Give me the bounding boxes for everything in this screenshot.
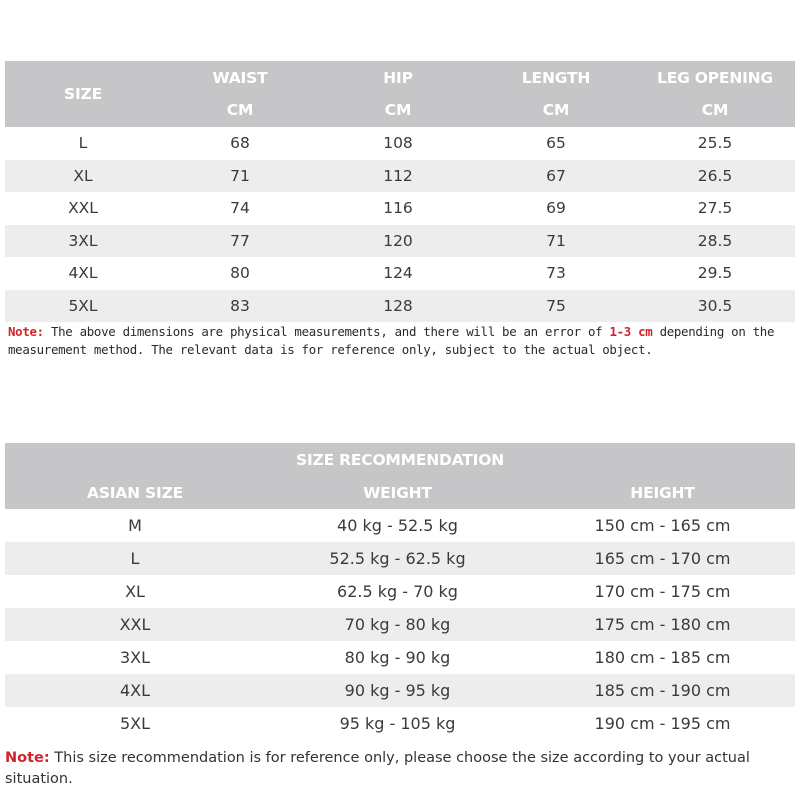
size-chart-row [5, 290, 795, 323]
cell-leg-opening: 26.5 [697, 166, 733, 185]
cell-height: 190 cm - 195 cm [594, 714, 731, 733]
note-error-range: 1-3 cm [609, 324, 653, 339]
cell-waist: 71 [230, 166, 250, 185]
header-leg-opening-unit: CM [701, 101, 729, 119]
cell-size: XL [73, 166, 93, 185]
cell-waist: 77 [230, 231, 250, 250]
cell-weight: 80 kg - 90 kg [344, 648, 451, 667]
header-length: LENGTH [521, 69, 591, 87]
note2-label: Note: [5, 750, 50, 766]
recommendation-row [5, 542, 795, 575]
size-chart-row [5, 127, 795, 160]
cell-size: 5XL [68, 296, 98, 315]
cell-weight: 70 kg - 80 kg [344, 615, 451, 634]
cell-height: 165 cm - 170 cm [594, 549, 731, 568]
cell-size: 4XL [68, 264, 98, 283]
cell-leg-opening: 27.5 [697, 199, 733, 218]
size-chart-row [5, 257, 795, 290]
cell-height: 185 cm - 190 cm [594, 681, 731, 700]
note-text-after: depending on the measurement method. The relevant data is for reference only, subject to the actual object. [8, 324, 775, 357]
cell-length: 71 [546, 231, 566, 250]
cell-hip: 124 [383, 264, 413, 283]
cell-waist: 68 [230, 134, 250, 153]
cell-leg-opening: 28.5 [697, 231, 733, 250]
cell-asian-size: L [130, 549, 140, 568]
cell-height: 175 cm - 180 cm [594, 615, 731, 634]
size-chart-header [5, 61, 795, 127]
cell-hip: 112 [383, 166, 413, 185]
recommendation-body [5, 509, 795, 740]
cell-asian-size: 3XL [119, 648, 151, 667]
cell-weight: 52.5 kg - 62.5 kg [329, 549, 466, 568]
size-chart-table [5, 61, 795, 322]
recommendation-note [5, 748, 785, 790]
cell-length: 65 [546, 134, 566, 153]
size-recommendation-table [5, 443, 795, 740]
cell-leg-opening: 30.5 [697, 296, 733, 315]
cell-length: 75 [546, 296, 566, 315]
size-chart-body [5, 127, 795, 322]
cell-asian-size: 4XL [119, 681, 151, 700]
recommendation-row [5, 707, 795, 740]
cell-weight: 90 kg - 95 kg [344, 681, 451, 700]
cell-height: 170 cm - 175 cm [594, 582, 731, 601]
header-leg-opening: LEG OPENING [657, 69, 773, 87]
cell-height: 150 cm - 165 cm [594, 516, 731, 535]
cell-leg-opening: 29.5 [697, 264, 733, 283]
recommendation-title: SIZE RECOMMENDATION [296, 451, 504, 469]
cell-weight: 95 kg - 105 kg [339, 714, 456, 733]
cell-hip: 120 [383, 231, 413, 250]
cell-hip: 128 [383, 296, 413, 315]
cell-asian-size: M [128, 516, 142, 535]
cell-length: 73 [546, 264, 566, 283]
header-asian-size: ASIAN SIZE [86, 484, 184, 502]
cell-weight: 62.5 kg - 70 kg [337, 582, 458, 601]
cell-waist: 80 [230, 264, 250, 283]
cell-size: 3XL [68, 231, 98, 250]
measurement-note [8, 323, 793, 359]
cell-length: 69 [546, 199, 566, 218]
cell-height: 180 cm - 185 cm [594, 648, 731, 667]
header-waist: WAIST [212, 69, 268, 87]
header-height: HEIGHT [630, 484, 695, 502]
recommendation-row [5, 608, 795, 641]
header-hip-unit: CM [384, 101, 412, 119]
header-size: SIZE [64, 85, 102, 103]
cell-asian-size: XXL [119, 615, 151, 634]
cell-weight: 40 kg - 52.5 kg [337, 516, 458, 535]
size-chart-row [5, 192, 795, 225]
header-hip: HIP [383, 69, 413, 87]
cell-hip: 116 [383, 199, 413, 218]
header-waist-unit: CM [226, 101, 254, 119]
cell-size: L [78, 134, 88, 153]
cell-asian-size: XL [125, 582, 145, 601]
size-chart-row [5, 160, 795, 193]
recommendation-row [5, 641, 795, 674]
cell-leg-opening: 25.5 [697, 134, 733, 153]
cell-length: 67 [546, 166, 566, 185]
note-text-before: The above dimensions are physical measurements, and there will be an error of [43, 324, 610, 339]
note2-text: This size recommendation is for reference only, please choose the size according to your actual situation. [5, 750, 750, 787]
size-chart-row [5, 225, 795, 258]
cell-asian-size: 5XL [119, 714, 151, 733]
recommendation-row [5, 575, 795, 608]
note-label: Note: [8, 324, 44, 339]
cell-size: XXL [68, 199, 98, 218]
cell-waist: 83 [230, 296, 250, 315]
header-length-unit: CM [542, 101, 570, 119]
cell-waist: 74 [230, 199, 250, 218]
recommendation-header [5, 443, 795, 509]
cell-hip: 108 [383, 134, 413, 153]
header-weight: WEIGHT [363, 484, 432, 502]
recommendation-row [5, 509, 795, 542]
recommendation-row [5, 674, 795, 707]
